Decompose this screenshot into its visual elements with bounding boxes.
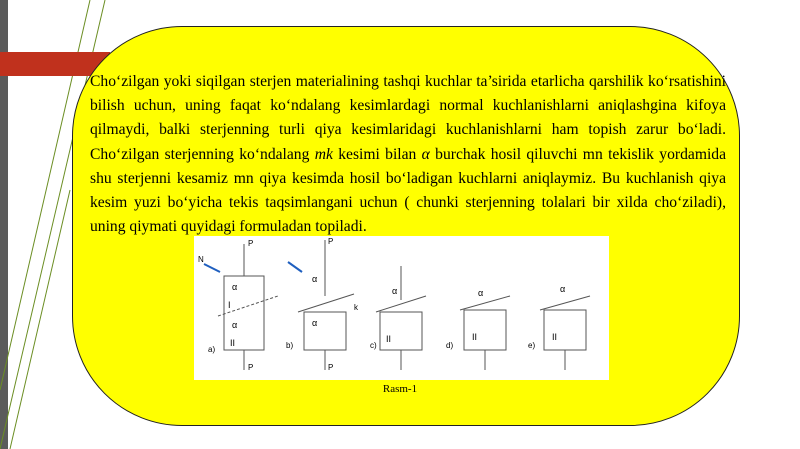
label-I-a: I [228,300,231,310]
body-text-italic: mk [314,145,333,163]
label-c: c) [370,341,377,350]
label-II-c: II [386,334,392,344]
label-alpha-c: α [392,286,398,296]
label-P-b-top: P [328,237,334,246]
label-k-b: k [354,303,358,312]
label-alpha-a: α [232,282,238,292]
label-e: e) [528,341,536,350]
label-II-d: II [472,332,478,342]
label-b: b) [286,341,294,350]
figure-rasm-1 [194,236,609,380]
body-text-segment: kesimi bilan [332,145,422,163]
label-N-a: N [198,255,204,264]
body-text-segment: Cho‘zilgan yoki siqilgan sterjen materialining tashqi kuchlar ta’sirida etarlicha qarshilik ko‘rsatishini bilish uchun, uning faqat ko‘ndalang kesimlardagi normal kuchlanishlarni aniqlashgina kifoya qilmaydi, balki sterjenning turli qiya kesimlaridagi kuchlanishlarni ham topish zarur bo‘ladi. Cho‘zilgan sterjenning ko‘ndalang [90,73,726,163]
label-II-a: II [230,338,236,348]
diagram-a [198,239,278,372]
body-text-segment: burchak hosil qiluvchi mn tekislik yordamida shu sterjenni kesamiz mn qiya kesimda hosil bo‘ladigan kuchlarni aniqlaymiz. Bu kuchlanish qiya kesim yuzi bo‘yicha tekis taqsimlangani uchun ( chunki sterjenning tolalari bir xilda cho‘ziladi), uning qiymati quyidagi formuladan topiladi. [90,145,726,236]
label-P-a-top: P [248,239,254,248]
body-text-italic: α [421,145,430,163]
body-paragraph [90,70,726,239]
label-alpha-a2: α [232,320,238,330]
label-alpha-b: α [312,274,318,284]
label-alpha-b2: α [312,318,318,328]
label-P-a-bottom: P [248,363,254,372]
label-P-b-bottom: P [328,363,334,372]
diagram-d [446,288,510,370]
label-II-e: II [552,332,558,342]
figure-diagram [194,236,609,380]
diagram-c [370,266,426,370]
label-d: d) [446,341,454,350]
label-alpha-e: α [560,284,566,294]
diagram-e [528,284,590,370]
diagram-b [286,237,359,372]
label-alpha-d: α [478,288,484,298]
label-a: a) [208,345,216,354]
figure-caption: Rasm-1 [382,383,418,395]
